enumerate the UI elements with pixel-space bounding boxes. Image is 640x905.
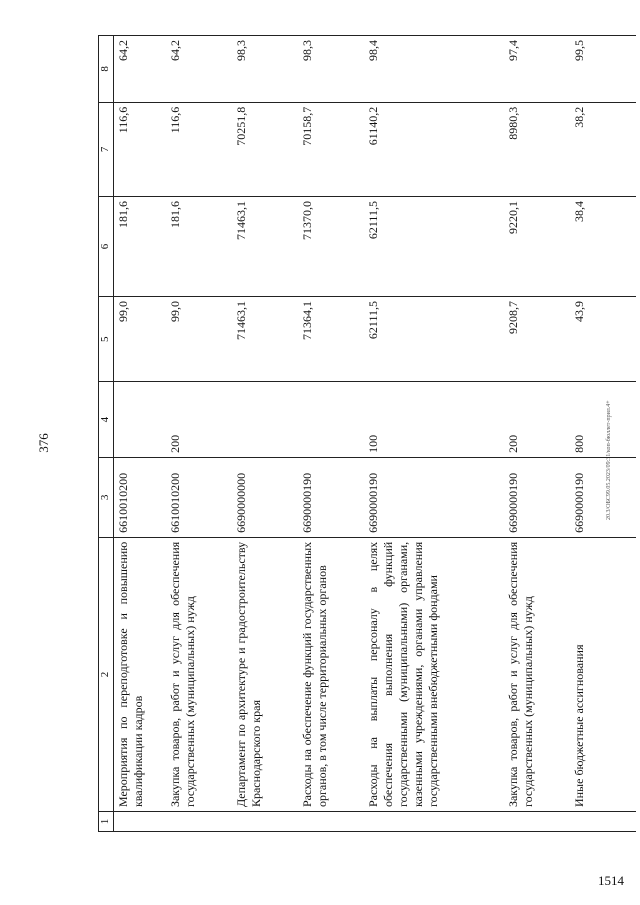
refined-amount-cell: 62111,5	[364, 197, 504, 297]
item-name-cell: Закупка товаров, работ и услуг для обеспечения государственных (муниципальных) нужд	[166, 537, 232, 811]
refined-amount-cell: 71463,1	[232, 197, 298, 297]
executed-amount-cell: 70158,7	[298, 102, 364, 196]
row-number-cell	[166, 812, 232, 832]
item-name-cell: Иные бюджетные ассигнования	[570, 537, 636, 811]
column-header: 4	[99, 382, 114, 457]
approved-amount-cell: 71463,1	[232, 296, 298, 381]
expense-type-cell: 100	[364, 382, 504, 457]
refined-amount-cell: 71370,0	[298, 197, 364, 297]
execution-percent-cell: 64,2	[114, 36, 166, 103]
item-name-cell: Расходы на обеспечение функций государственных органов, в том числе территориальных органов	[298, 537, 364, 811]
approved-amount-cell: 99,0	[166, 296, 232, 381]
item-name-cell: Мероприятия по переподготовке и повышению квалификации кадров	[114, 537, 166, 811]
row-number-cell	[364, 812, 504, 832]
row-number-cell	[570, 812, 636, 832]
row-number-cell	[114, 812, 166, 832]
approved-amount-cell: 99,0	[114, 296, 166, 381]
expense-type-cell: 200	[504, 382, 570, 457]
expense-type-cell	[298, 382, 364, 457]
page-number: 376	[35, 433, 51, 453]
execution-percent-cell: 98,3	[298, 36, 364, 103]
item-name-cell: Департамент по архитектуре и градостроительству Краснодарского края	[232, 537, 298, 811]
expense-type-cell	[114, 382, 166, 457]
item-name-cell: Закупка товаров, работ и услуг для обеспечения государственных (муниципальных) нужд	[504, 537, 570, 811]
expense-type-cell: 200	[166, 382, 232, 457]
column-header: 5	[99, 296, 114, 381]
expense-type-cell	[232, 382, 298, 457]
column-header: 6	[99, 197, 114, 297]
approved-amount-cell: 71364,1	[298, 296, 364, 381]
table-row	[114, 36, 166, 832]
executed-amount-cell: 116,6	[114, 102, 166, 196]
row-number-cell	[232, 812, 298, 832]
target-code-cell: 6690000000	[232, 457, 298, 537]
folio-number: 1514	[598, 873, 624, 888]
execution-percent-cell: 98,3	[232, 36, 298, 103]
item-name-cell: Расходы на выплаты персоналу в целях обеспечения выполнения функций государственными (муниципальными) органами, казенными учреждениями, органами управления государственными внебюджетными фондами	[364, 537, 504, 811]
row-number-cell	[504, 812, 570, 832]
approved-amount-cell: 62111,5	[364, 296, 504, 381]
column-header: 7	[99, 102, 114, 196]
budget-table-container	[98, 35, 595, 832]
target-code-cell: 6690000190	[570, 457, 636, 537]
table-row	[232, 36, 298, 832]
refined-amount-cell: 181,6	[114, 197, 166, 297]
target-code-cell: 6690000190	[364, 457, 504, 537]
table-row	[166, 36, 232, 832]
target-code-cell: 6690000190	[298, 457, 364, 537]
executed-amount-cell: 38,2	[570, 102, 636, 196]
print-stamp: 20.3/ОБС99.05.2023/09:31/коп-бюллет-прил.4+	[606, 400, 612, 520]
refined-amount-cell: 38,4	[570, 197, 636, 297]
target-code-cell: 6610010200	[114, 457, 166, 537]
execution-percent-cell: 64,2	[166, 36, 232, 103]
execution-percent-cell: 98,4	[364, 36, 504, 103]
refined-amount-cell: 181,6	[166, 197, 232, 297]
refined-amount-cell: 9220,1	[504, 197, 570, 297]
target-code-cell: 6690000190	[504, 457, 570, 537]
row-number-cell	[298, 812, 364, 832]
approved-amount-cell: 9208,7	[504, 296, 570, 381]
expense-type-cell: 800	[570, 382, 636, 457]
table-row	[364, 36, 504, 832]
table-row	[504, 36, 570, 832]
column-header: 3	[99, 457, 114, 537]
approved-amount-cell: 43,9	[570, 296, 636, 381]
executed-amount-cell: 8980,3	[504, 102, 570, 196]
budget-table	[98, 35, 636, 832]
execution-percent-cell: 99,5	[570, 36, 636, 103]
target-code-cell: 6610010200	[166, 457, 232, 537]
executed-amount-cell: 70251,8	[232, 102, 298, 196]
column-header: 8	[99, 36, 114, 103]
executed-amount-cell: 61140,2	[364, 102, 504, 196]
column-header: 2	[99, 537, 114, 811]
executed-amount-cell: 116,6	[166, 102, 232, 196]
table-row	[570, 36, 636, 832]
column-header: 1	[99, 812, 114, 832]
table-header-row	[99, 36, 114, 832]
execution-percent-cell: 97,4	[504, 36, 570, 103]
table-row	[298, 36, 364, 832]
